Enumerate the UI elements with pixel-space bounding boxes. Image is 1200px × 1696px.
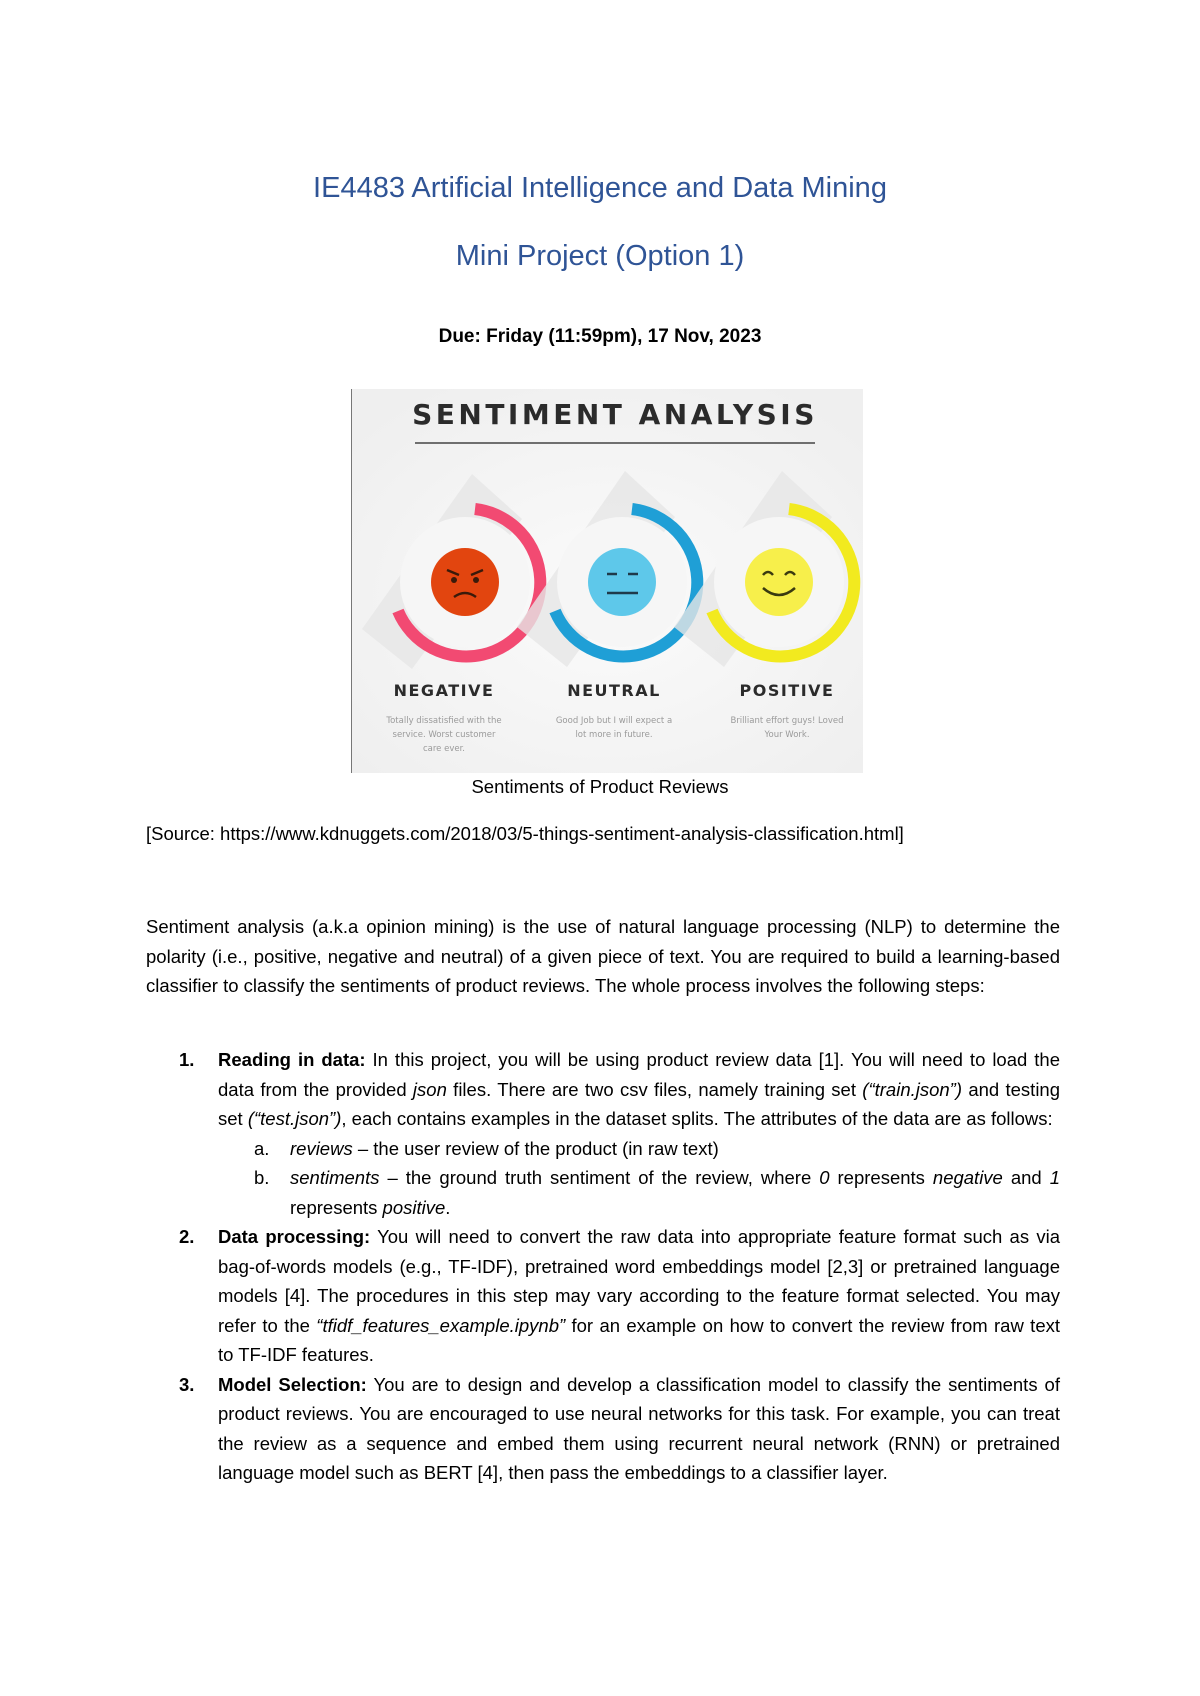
step-text: for an example on how to convert the review from raw text to TF-IDF features. <box>218 1314 1061 1365</box>
document-title: IE4483 Artificial Intelligence and Data Mining <box>313 172 887 204</box>
attributes-list <box>218 1134 1060 1223</box>
step-text: You will need to convert the raw data into appropriate feature format such as via bag-of-words models (e.g., TF-IDF), pretrained word embeddings model [2,3] or pretrained language models [4]. The procedures in this step may vary according to the feature format selected. You may refer to the <box>218 1226 1060 1336</box>
attribute-desc: represents <box>829 1167 933 1188</box>
due-date: Due: Friday (11:59pm), 17 Nov, 2023 <box>438 326 762 347</box>
list-item <box>218 1134 1060 1164</box>
negative-label: NEGATIVE <box>393 681 495 700</box>
attribute-desc: – the user review of the product (in raw text) <box>352 1137 719 1159</box>
sentiment-analysis-figure <box>351 389 863 773</box>
negative-desc-line-3: care ever. <box>422 744 466 754</box>
step-lead: Data processing: <box>218 1226 371 1247</box>
attribute-desc: . <box>445 1196 451 1218</box>
neutral-desc-line-1: Good Job but I will expect a <box>555 716 673 726</box>
sub-number: a. <box>254 1137 270 1159</box>
figure-source: [Source: https://www.kdnuggets.com/2018/03/5-things-sentiment-analysis-classification.html] <box>146 823 904 844</box>
step-emphasis: json <box>412 1078 447 1100</box>
neutral-face-icon <box>588 548 656 616</box>
angry-face-icon <box>431 548 499 616</box>
step-number: 2. <box>179 1226 195 1247</box>
label-name: positive <box>382 1196 446 1218</box>
attribute-term: reviews <box>290 1137 353 1159</box>
attribute-desc: represents <box>290 1196 383 1218</box>
list-item <box>146 1045 1060 1222</box>
positive-desc-line-1: Brilliant effort guys! Loved <box>730 716 844 726</box>
list-item <box>146 1370 1060 1488</box>
sub-number: b. <box>254 1167 270 1188</box>
neutral-desc-line-2: lot more in future. <box>575 730 653 740</box>
label-value: 0 <box>819 1167 830 1188</box>
step-emphasis: (“test.json”) <box>247 1108 342 1129</box>
step-emphasis: (“train.json”) <box>862 1078 963 1100</box>
step-text: , each contains examples in the dataset splits. The attributes of the data are as follows: <box>341 1108 1053 1129</box>
step-number: 1. <box>179 1049 195 1070</box>
intro-paragraph: Sentiment analysis (a.k.a opinion mining) is the use of natural language processing (NLP) to determine the polarity (i.e., positive, negative and neutral) of a given piece of text. You are required to build a learning-based classifier to classify the sentiments of product reviews. The whole process involves the following steps: <box>146 916 1060 996</box>
steps-list <box>146 1045 1060 1488</box>
step-text: You are to design and develop a classification model to classify the sentiments of product reviews. You are encouraged to use neural networks for this task. For example, you can treat the review as a sequence and embed them using recurrent neural network (RNN) or pretrained language model such as BERT [4], then pass the embeddings to a classifier layer. <box>218 1373 1060 1483</box>
figure-caption: Sentiments of Product Reviews <box>471 776 729 797</box>
figure-heading: SENTIMENT ANALYSIS <box>412 398 818 431</box>
step-text: and testing set <box>218 1078 1061 1129</box>
step-text: files. There are two csv files, namely training set <box>446 1078 863 1100</box>
positive-desc-line-2: Your Work. <box>764 730 810 740</box>
negative-desc-line-1: Totally dissatisfied with the <box>386 716 502 726</box>
step-emphasis: “tfidf_features_example.ipynb” <box>316 1314 566 1336</box>
step-text: In this project, you will be using product review data [1]. You will need to load the data from the provided <box>218 1049 1060 1100</box>
step-lead: Model Selection: <box>218 1373 367 1395</box>
label-value: 1 <box>1049 1167 1060 1188</box>
smiling-face-icon <box>745 548 813 616</box>
negative-desc-line-2: service. Worst customer <box>392 730 496 740</box>
label-name: negative <box>932 1167 1003 1188</box>
step-number: 3. <box>179 1373 195 1395</box>
attribute-desc: and <box>1002 1167 1050 1188</box>
document-subtitle: Mini Project (Option 1) <box>455 240 745 272</box>
neutral-label: NEUTRAL <box>567 681 661 700</box>
attribute-desc: – the ground truth sentiment of the review, where <box>379 1167 820 1188</box>
positive-label: POSITIVE <box>739 681 835 700</box>
attribute-term: sentiments <box>290 1167 380 1188</box>
list-item <box>218 1163 1060 1222</box>
step-lead: Reading in data: <box>218 1049 366 1070</box>
list-item <box>146 1222 1060 1370</box>
